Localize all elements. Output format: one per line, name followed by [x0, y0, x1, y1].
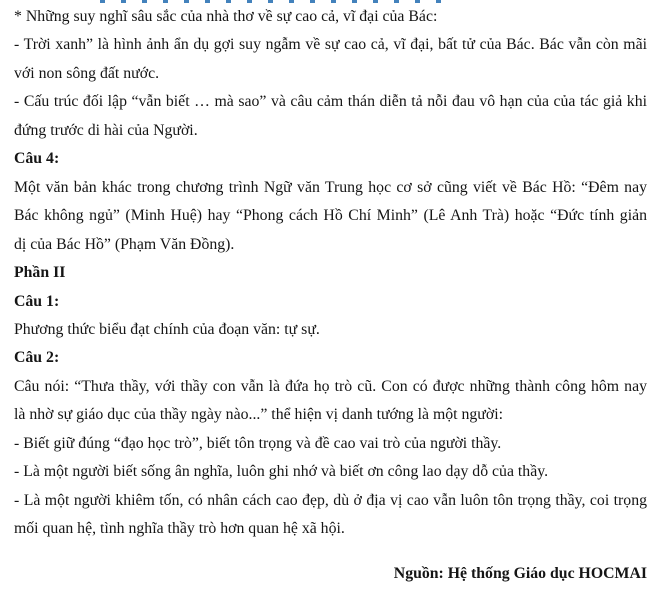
text-line: Bác không ngủ” (Minh Huệ) hay “Phong cách Hồ Chí Minh” (Lê Anh Trà) hoặc “Đức tính giản: [14, 207, 647, 225]
text-line: - Là một người khiêm tốn, có nhân cách cao đẹp, dù ở địa vị cao vẫn luôn tôn trọng thầy, coi trọng: [14, 491, 647, 509]
text-line: dị của Bác Hồ” (Phạm Văn Đồng).: [14, 235, 235, 253]
text-line: Câu nói: “Thưa thầy, với thầy con vẫn là đứa họ trò cũ. Con có được những thành công hôm nay: [14, 377, 647, 395]
text-line: - Là một người biết sống ân nghĩa, luôn ghi nhớ và biết ơn công lao dạy dỗ của thầy.: [14, 463, 549, 481]
body-paragraph: [14, 88, 647, 145]
body-paragraph: [14, 458, 647, 486]
text-line: Một văn bản khác trong chương trình Ngữ văn Trung học cơ sở cũng viết về Bác Hồ: “Đêm nay: [14, 178, 647, 196]
text-line: Phương thức biểu đạt chính của đoạn văn: tự sự.: [14, 320, 320, 338]
text-line: Câu 1:: [14, 292, 60, 310]
text-line: Câu 2:: [14, 349, 60, 367]
text-line: Câu 4:: [14, 150, 60, 168]
text-line: - Trời xanh” là hình ảnh ẩn dụ gợi suy ngẫm về sự cao cả, vĩ đại, bất tử của Bác. Bác vẫn còn mãi: [14, 36, 647, 54]
heading-paragraph: [14, 344, 647, 372]
text-line: đứng trước di hài của Người.: [14, 121, 198, 139]
body-paragraph: [14, 3, 647, 31]
body-paragraph: [14, 31, 647, 88]
body-paragraph: [14, 174, 647, 259]
text-line: là nhờ sự giáo dục của thầy ngày nào...” thể hiện vị danh tướng là một người:: [14, 406, 504, 424]
text-line: * Những suy nghĩ sâu sắc của nhà thơ về sự cao cả, vĩ đại của Bác:: [14, 8, 438, 25]
text-line: - Cấu trúc đối lập “vẫn biết … mà sao” và câu cảm thán diễn tả nỗi đau vô hạn của của tác giả khi: [14, 93, 647, 111]
heading-paragraph: [14, 288, 647, 316]
heading-paragraph: [14, 145, 647, 173]
body-paragraph: [14, 373, 647, 430]
text-line: với non sông đất nước.: [14, 64, 160, 82]
text-line: Phần II: [14, 264, 66, 282]
text-line: - Biết giữ đúng “đạo học trò”, biết tôn trọng và đề cao vai trò của người thầy.: [14, 434, 502, 452]
heading-paragraph: [14, 259, 647, 287]
body-paragraph: [14, 430, 647, 458]
text-line: mối quan hệ, tình nghĩa thầy trò hơn quan hệ xã hội.: [14, 520, 345, 538]
text-line: Nguồn: Hệ thống Giáo dục HOCMAI: [393, 564, 647, 582]
source-attribution: [14, 560, 647, 588]
document-body: [14, 3, 647, 588]
body-paragraph: [14, 487, 647, 544]
body-paragraph: [14, 316, 647, 344]
